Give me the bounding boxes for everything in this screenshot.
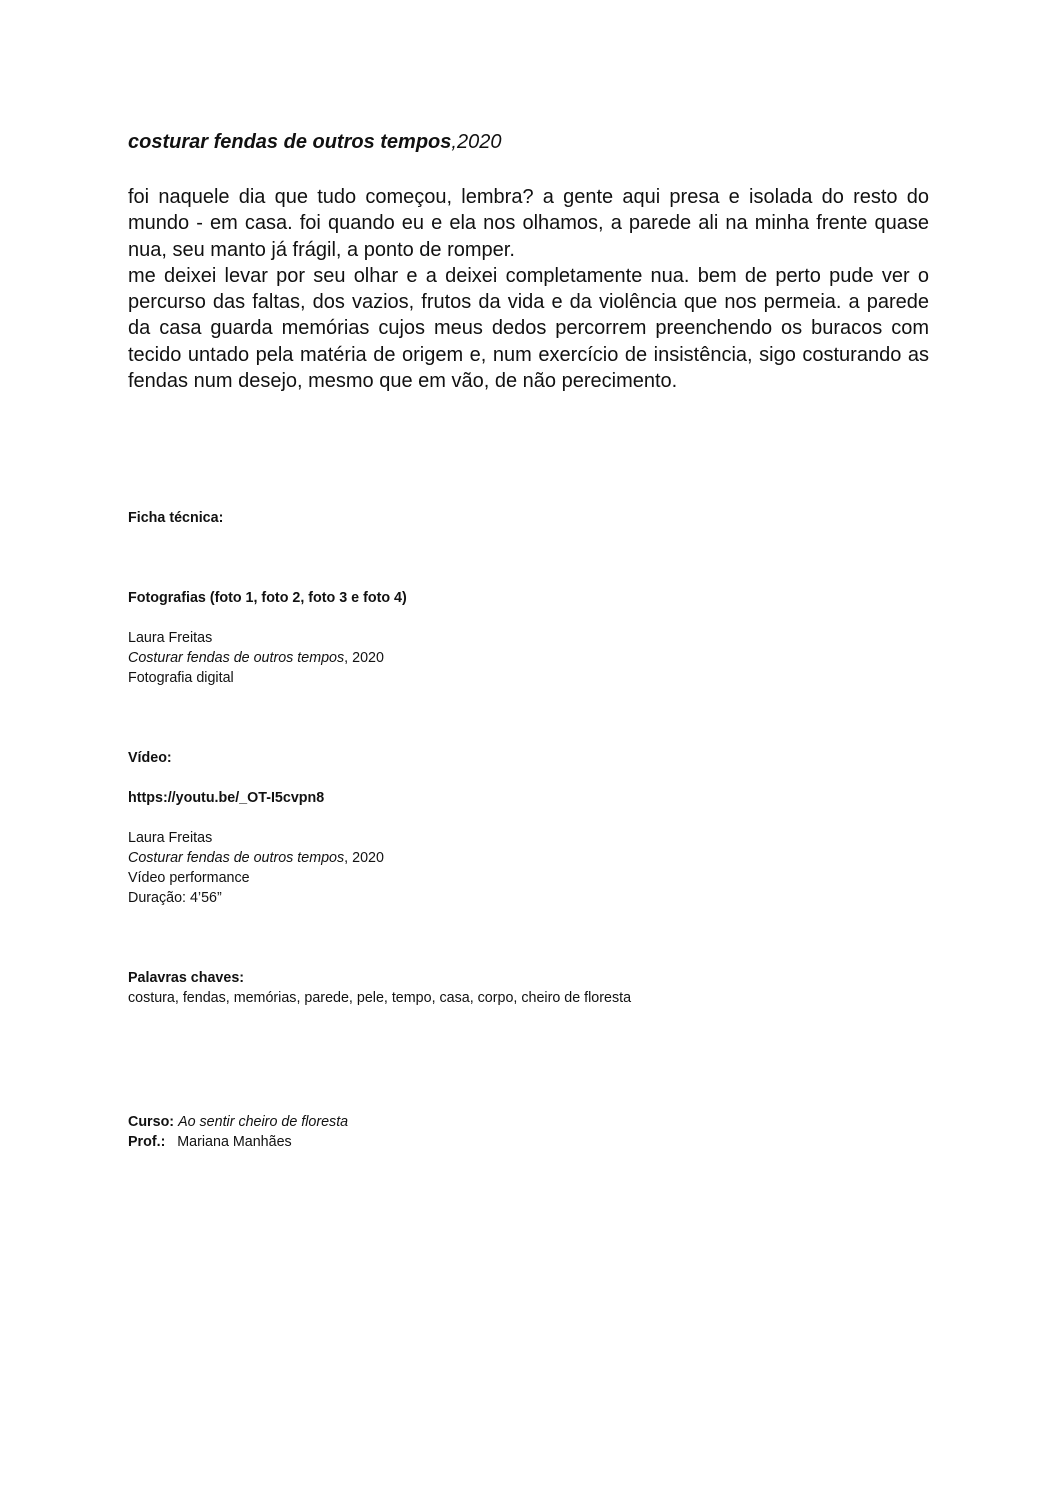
keywords-heading: Palavras chaves: <box>128 970 245 986</box>
keywords-list: costura, fendas, memórias, parede, pele, tempo, casa, corpo, cheiro de floresta <box>128 990 632 1006</box>
course-line <box>128 1112 348 1132</box>
video-work-title: Costurar fendas de outros tempos <box>128 850 345 866</box>
photos-work-line <box>128 648 384 668</box>
course-value: Ao sentir cheiro de floresta <box>178 1114 349 1130</box>
photos-medium: Fotografia digital <box>128 670 234 686</box>
video-link[interactable]: https://youtu.be/_OT-I5cvpn8 <box>128 790 325 806</box>
video-work-line <box>128 848 384 868</box>
photos-work-title: Costurar fendas de outros tempos <box>128 650 345 666</box>
statement-text <box>128 184 929 394</box>
video-year: , 2020 <box>344 850 384 866</box>
video-author: Laura Freitas <box>128 830 213 846</box>
prof-label: Prof.: <box>128 1134 166 1150</box>
photos-author: Laura Freitas <box>128 630 213 646</box>
work-title: costurar fendas de outros tempos <box>128 131 452 153</box>
video-duration: Duração: 4’56” <box>128 890 222 906</box>
photos-year: , 2020 <box>344 650 384 666</box>
document-title <box>128 128 501 156</box>
prof-line <box>128 1132 292 1152</box>
video-heading: Vídeo: <box>128 750 172 766</box>
statement-paragraph-1: foi naquele dia que tudo começou, lembra? a gente aqui presa e isolada do resto do mundo - em casa. foi quando eu e ela nos olhamos, a parede ali na minha frente quase nua, seu manto já frágil, a ponto de romper. <box>128 186 929 261</box>
ficha-tecnica-heading: Ficha técnica: <box>128 510 224 526</box>
statement-paragraph-2: me deixei levar por seu olhar e a deixei completamente nua. bem de perto pude ver o percurso das faltas, dos vazios, frutos da vida e da violência que nos permeia. a parede da casa guarda memórias cujos meus dedos percorrem preenchendo os buracos com tecido untado pela matéria de origem e, num exercício de insistência, sigo costurando as fendas num desejo, mesmo que em vão, de não perecimento. <box>128 264 929 393</box>
work-year: ,2020 <box>451 131 502 153</box>
course-label: Curso: <box>128 1114 175 1130</box>
video-medium: Vídeo performance <box>128 870 250 886</box>
photos-heading: Fotografias (foto 1, foto 2, foto 3 e foto 4) <box>128 590 407 606</box>
prof-value: Mariana Manhães <box>177 1134 292 1150</box>
